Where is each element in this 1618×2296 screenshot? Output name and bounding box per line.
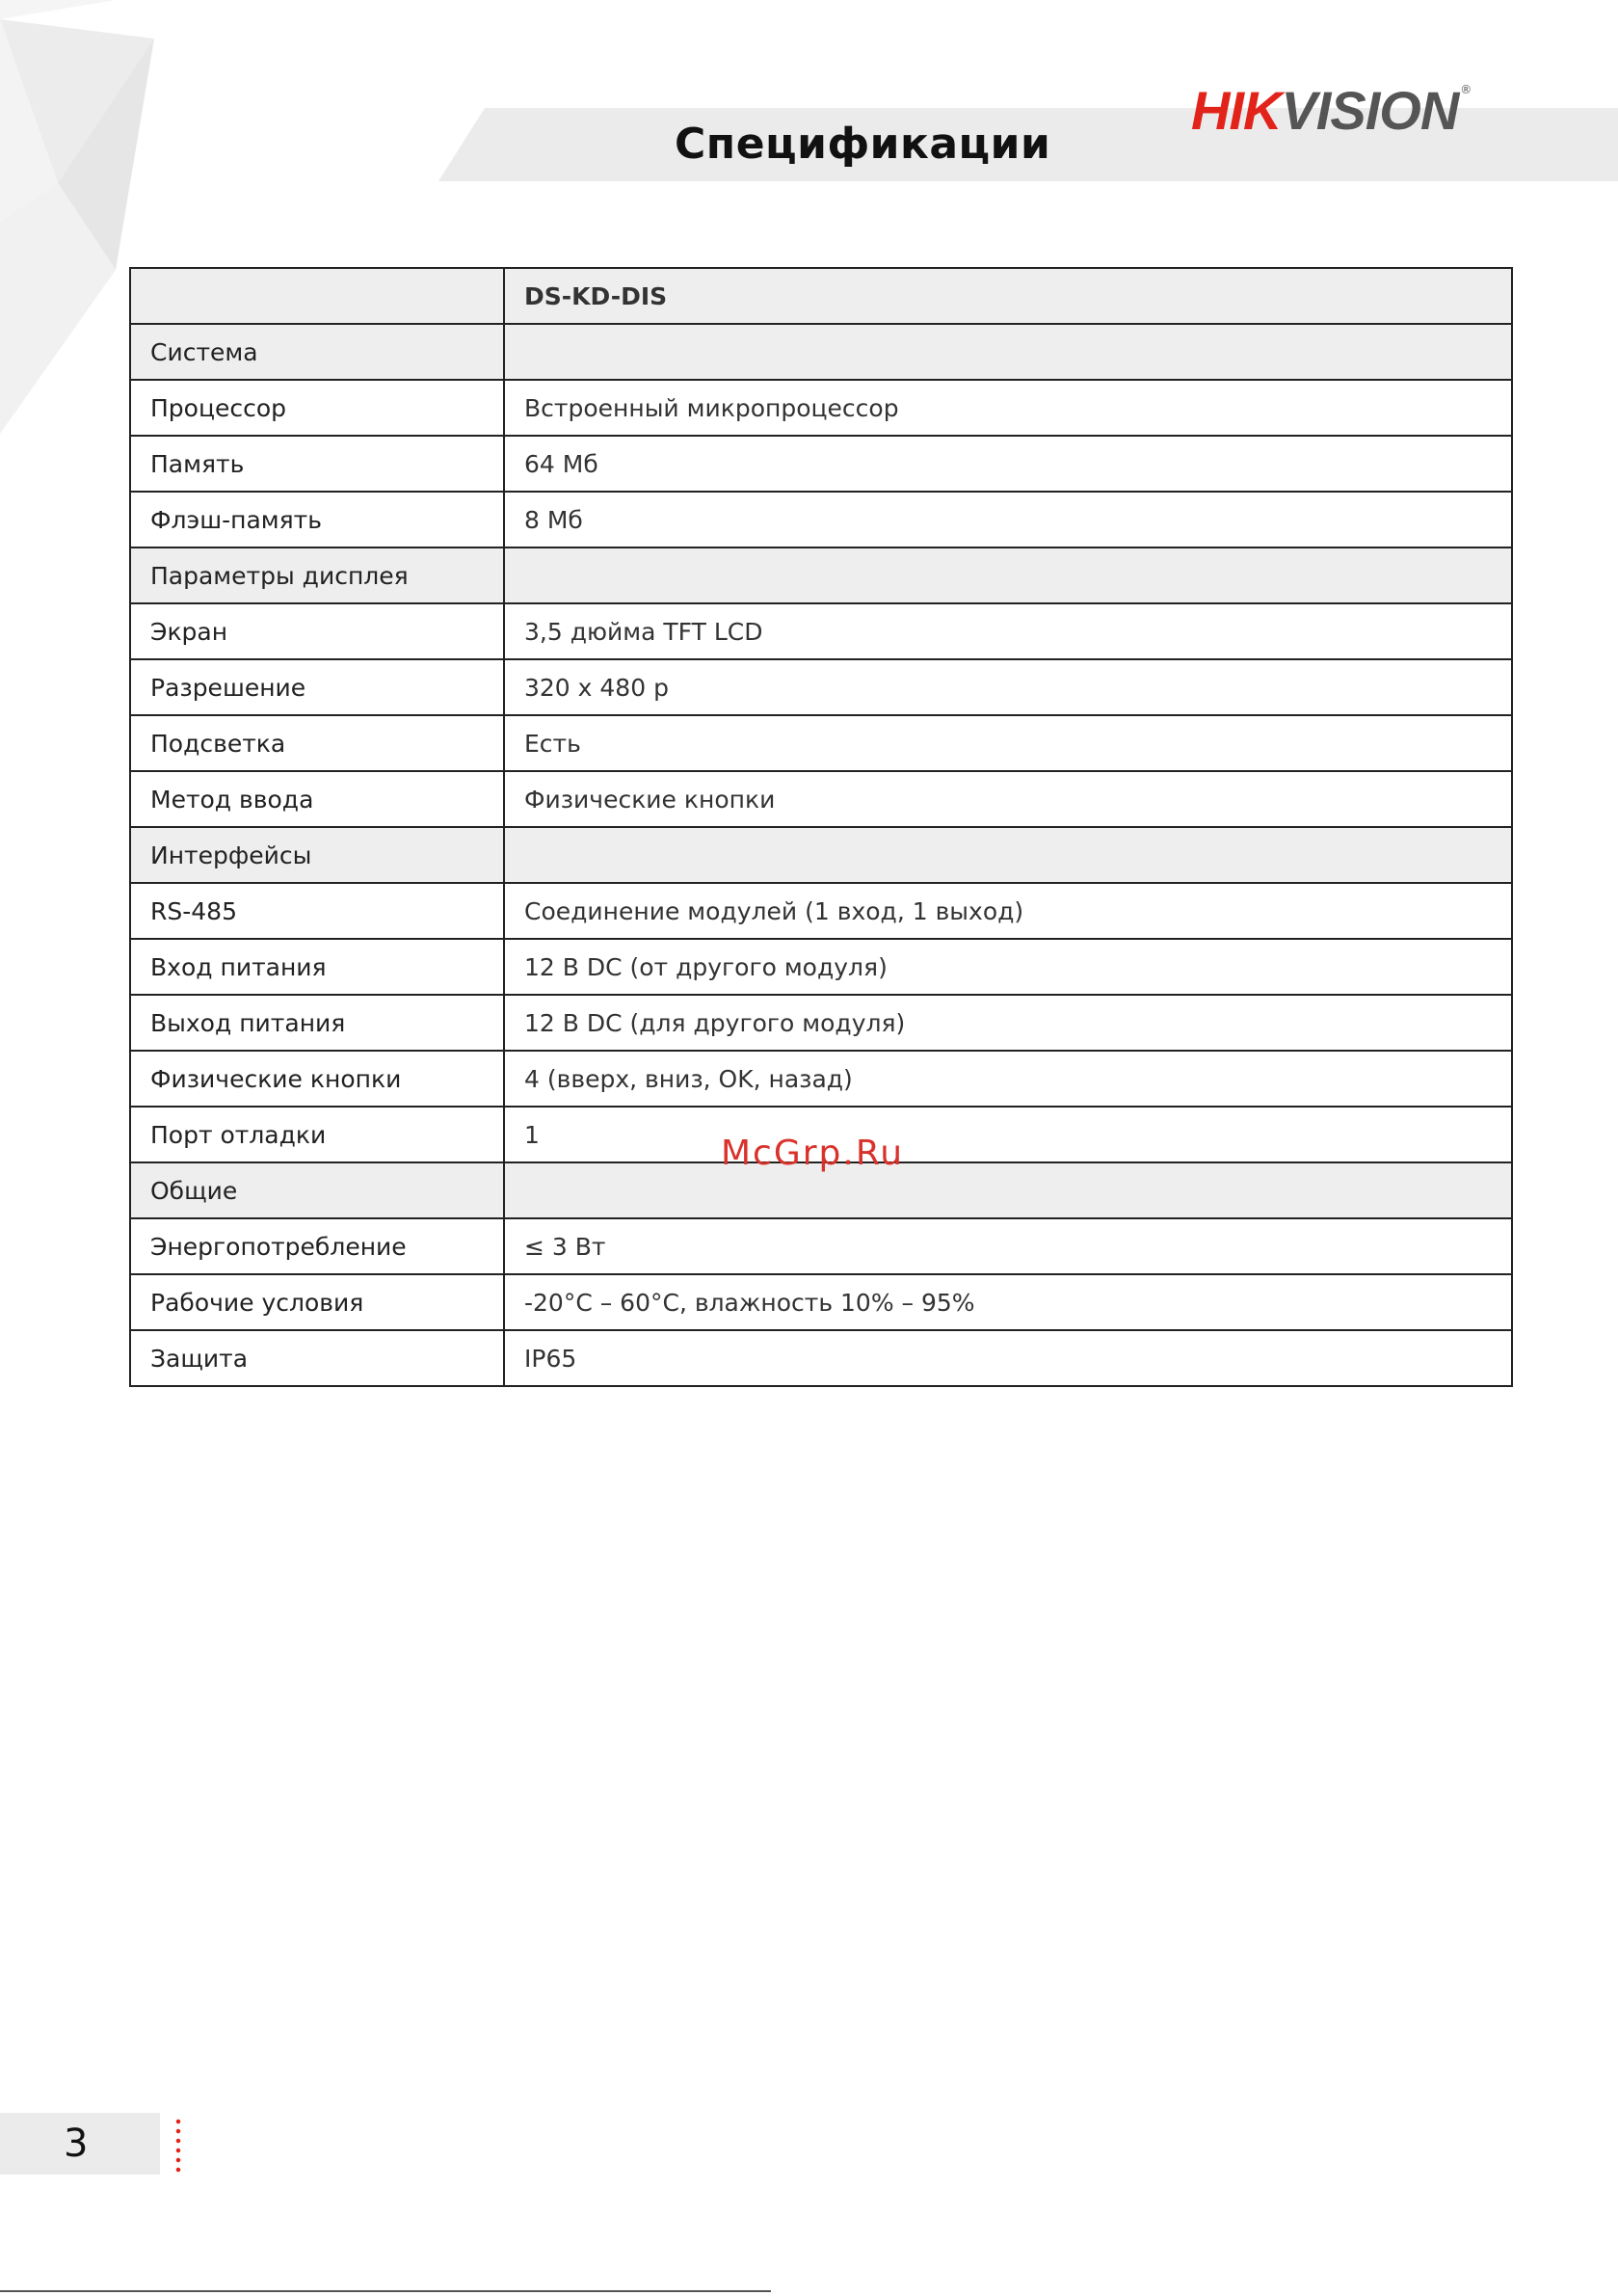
spec-value: Соединение модулей (1 вход, 1 выход) — [504, 883, 1512, 939]
table-row — [130, 883, 1512, 939]
spec-value: -20°C – 60°C, влажность 10% – 95% — [504, 1274, 1512, 1330]
spec-table — [129, 267, 1513, 1387]
spec-label: Физические кнопки — [130, 1051, 504, 1107]
spec-label: Защита — [130, 1330, 504, 1386]
spec-label: Рабочие условия — [130, 1274, 504, 1330]
spec-value: 3,5 дюйма TFT LCD — [504, 603, 1512, 659]
spec-label: Выход питания — [130, 995, 504, 1051]
header-empty-cell — [130, 268, 504, 324]
section-value-empty — [504, 827, 1512, 883]
table-row — [130, 603, 1512, 659]
spec-label: Вход питания — [130, 939, 504, 995]
section-row — [130, 827, 1512, 883]
spec-value: 1 — [504, 1107, 1512, 1162]
spec-label: Разрешение — [130, 659, 504, 715]
spec-value: 12 В DC (от другого модуля) — [504, 939, 1512, 995]
model-name: DS-KD-DIS — [504, 268, 1512, 324]
spec-label: Порт отладки — [130, 1107, 504, 1162]
section-row — [130, 324, 1512, 380]
section-value-empty — [504, 547, 1512, 603]
section-value-empty — [504, 1162, 1512, 1218]
hikvision-logo — [1191, 80, 1472, 141]
table-row — [130, 1218, 1512, 1274]
spec-label: Подсветка — [130, 715, 504, 771]
spec-value: 12 В DC (для другого модуля) — [504, 995, 1512, 1051]
spec-label: Флэш-память — [130, 492, 504, 547]
registered-mark: ® — [1460, 83, 1472, 96]
spec-value: Встроенный микропроцессор — [504, 380, 1512, 436]
logo-text-gray: VISION — [1281, 80, 1459, 141]
spec-value: Физические кнопки — [504, 771, 1512, 827]
table-row — [130, 436, 1512, 492]
logo-text-red: HIK — [1191, 80, 1282, 141]
table-row — [130, 715, 1512, 771]
table-header-row — [130, 268, 1512, 324]
spec-label: Энергопотребление — [130, 1218, 504, 1274]
table-row — [130, 659, 1512, 715]
spec-label: RS-485 — [130, 883, 504, 939]
table-row — [130, 771, 1512, 827]
section-row — [130, 547, 1512, 603]
section-label: Система — [130, 324, 504, 380]
spec-value: 8 Мб — [504, 492, 1512, 547]
page-title: Спецификации — [675, 120, 1051, 169]
spec-value: Есть — [504, 715, 1512, 771]
page-number: 3 — [64, 2122, 89, 2166]
table-row — [130, 939, 1512, 995]
table-row — [130, 380, 1512, 436]
table-row — [130, 1330, 1512, 1386]
spec-label: Процессор — [130, 380, 504, 436]
table-row — [130, 995, 1512, 1051]
footer-line — [0, 2290, 771, 2292]
spec-value: 64 Мб — [504, 436, 1512, 492]
table-row — [130, 492, 1512, 547]
table-row — [130, 1274, 1512, 1330]
spec-label: Экран — [130, 603, 504, 659]
section-label: Общие — [130, 1162, 504, 1218]
spec-value: ≤ 3 Вт — [504, 1218, 1512, 1274]
spec-value: 4 (вверх, вниз, OK, назад) — [504, 1051, 1512, 1107]
section-value-empty — [504, 324, 1512, 380]
table-row — [130, 1051, 1512, 1107]
section-label: Параметры дисплея — [130, 547, 504, 603]
watermark: McGrp.Ru — [721, 1134, 905, 1173]
spec-value: 320 x 480 p — [504, 659, 1512, 715]
page-dots-decoration — [175, 2117, 181, 2175]
spec-label: Память — [130, 436, 504, 492]
spec-label: Метод ввода — [130, 771, 504, 827]
spec-value: IP65 — [504, 1330, 1512, 1386]
section-label: Интерфейсы — [130, 827, 504, 883]
